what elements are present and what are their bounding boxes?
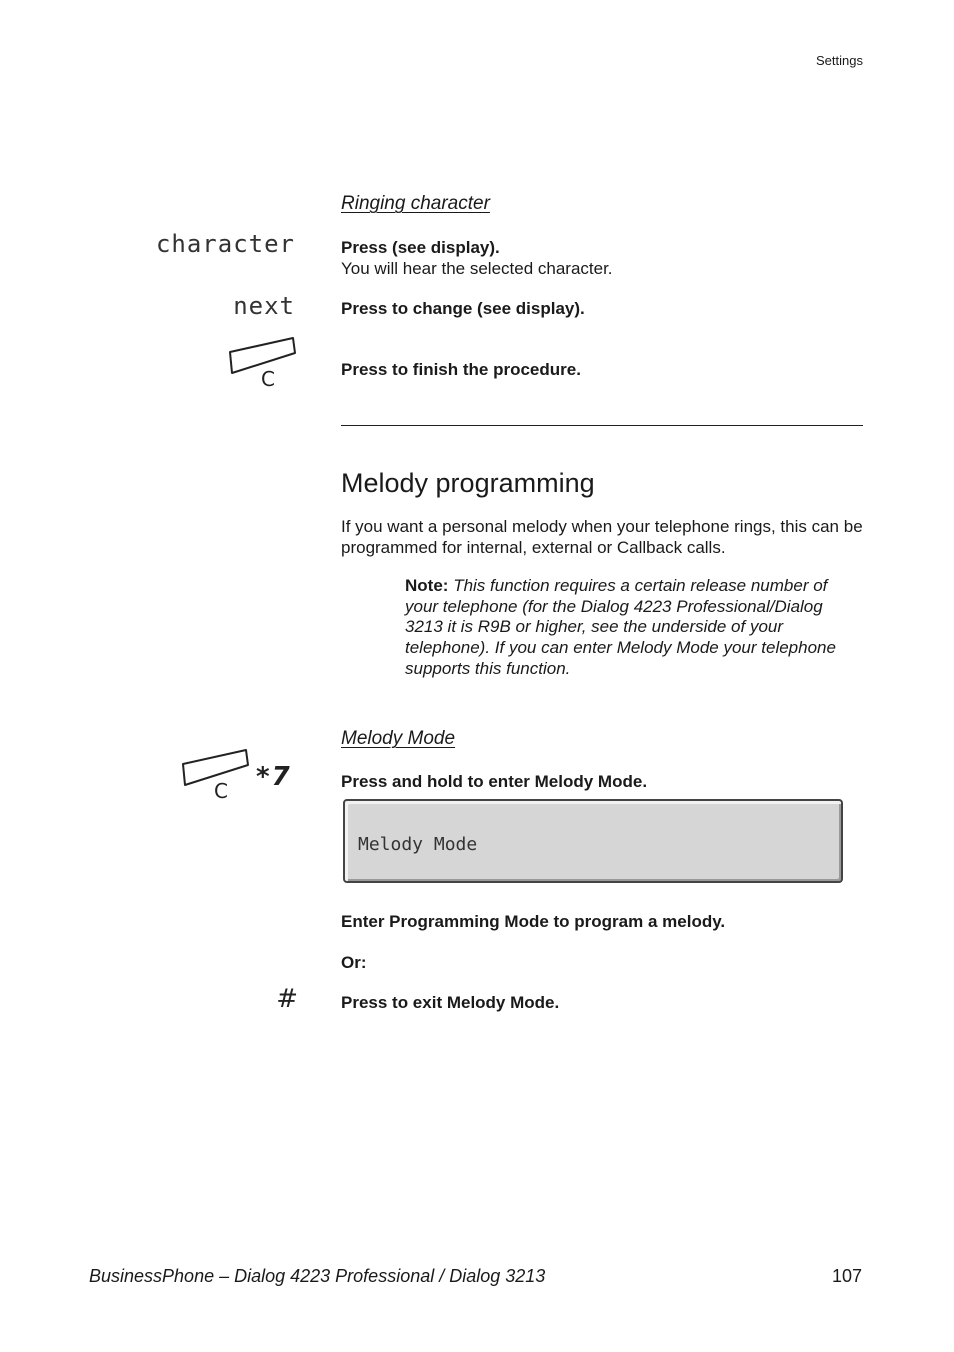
clear-key-icon [227, 335, 299, 393]
display-key-character: character [155, 230, 295, 258]
star-seven-key: *7 [256, 762, 292, 792]
clear-key-label: C [214, 779, 228, 803]
step-enter-programming-mode: Enter Programming Mode to program a melody. [341, 912, 726, 931]
phone-display [343, 799, 843, 883]
running-header: Settings [816, 53, 863, 68]
page-number: 107 [831, 1266, 862, 1286]
section-heading-melody-mode: Melody Mode [341, 728, 456, 749]
page-title: Melody programming [341, 468, 595, 498]
or-label: Or: [341, 953, 367, 972]
step-hear-character: You will hear the selected character. [341, 259, 613, 278]
clear-key-label: C [261, 367, 275, 391]
clear-key-icon [180, 747, 252, 805]
step-enter-melody-mode: Press and hold to enter Melody Mode. [341, 772, 648, 791]
step-press-to-change: Press to change (see display). [341, 299, 585, 318]
phone-display-text: Melody Mode [358, 834, 478, 855]
display-key-next: next [233, 292, 295, 320]
step-finish-procedure: Press to finish the procedure. [341, 360, 581, 379]
note-block [405, 576, 860, 680]
footer-title: BusinessPhone – Dialog 4223 Professional / Dialog 3213 [89, 1266, 546, 1286]
hash-key-icon: # [276, 984, 298, 1014]
note-text: This function requires a certain release number of your telephone (for the Dialog 4223 Professional/Dialog 3213 it is R9B or higher, see the underside of your telephone). If you can enter Melody Mode your telephone supports this function. [405, 576, 836, 678]
step-press-see-display: Press (see display). [341, 238, 500, 257]
section-divider [341, 425, 863, 426]
step-exit-melody-mode: Press to exit Melody Mode. [341, 993, 560, 1012]
note-label: Note: [405, 576, 449, 595]
section-heading-ringing-character: Ringing character [341, 193, 490, 214]
intro-paragraph: If you want a personal melody when your telephone rings, this can be programmed for internal, external or Callback calls. [341, 517, 863, 557]
